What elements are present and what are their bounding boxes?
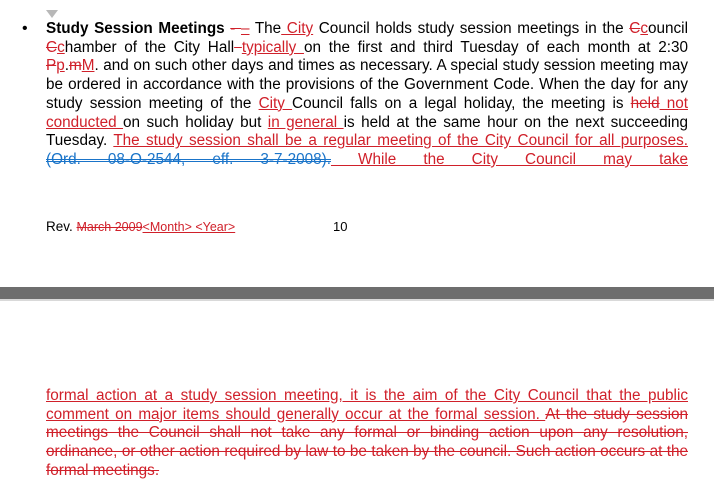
page-number: 10: [333, 219, 348, 234]
deleted-text: P: [46, 57, 57, 75]
inserted-text: City: [281, 20, 314, 37]
inserted-text: City: [258, 94, 293, 112]
inserted-text: formal action at a study session meeting, it is the aim of the City Council that the public comment on major items should generally occur at the formal session.: [46, 387, 688, 423]
footer-deleted-date: March 2009: [76, 220, 143, 234]
page-break-separator: [0, 287, 714, 299]
text-run: hamber of the City Hall: [64, 38, 235, 56]
inserted-text: not conducted: [46, 94, 688, 131]
inserted-text: in general: [267, 113, 344, 131]
text-run: on the first and third Tuesday of each month at 2:30: [303, 38, 689, 56]
inserted-text: M: [81, 57, 95, 75]
inserted-text: c: [640, 20, 648, 37]
inserted-text: c: [57, 38, 65, 56]
inserted-text: typically: [241, 38, 304, 56]
text-run: Council holds study session meetings in the: [313, 20, 630, 37]
footer-rev-label: Rev.: [46, 219, 77, 234]
continued-paragraph[interactable]: [46, 387, 688, 481]
deleted-text: At the study session meetings the Council shall not take any formal or binding action upon any resolution, ordinance, or other action required by law to be taken by the council. Such action occurs at the formal meetings.: [46, 405, 688, 479]
footer-inserted-date: <Month> <Year>: [142, 220, 236, 234]
text-run: ouncil: [648, 20, 688, 37]
inserted-text: The study session shall be a regular meeting of the City Council for all purposes.: [113, 132, 688, 150]
moved-deleted-citation: (Ord. 08-O-2544, eff. 3-7-2008).: [46, 150, 331, 168]
deleted-text: C: [629, 20, 641, 37]
inserted-text: –: [240, 20, 250, 37]
deleted-text: -: [230, 20, 241, 37]
page-footer: [46, 219, 235, 235]
deleted-text: C: [46, 38, 58, 56]
inserted-text: While the City Council may take: [330, 150, 688, 168]
list-bullet: •: [22, 20, 28, 37]
text-cursor-marker: [46, 10, 58, 18]
study-session-paragraph[interactable]: [46, 20, 688, 170]
text-run: .: [64, 57, 69, 75]
inserted-text: p: [56, 57, 65, 75]
text-run: is held at the same hour on the next succeeding Tuesday.: [46, 113, 689, 150]
text-run: Council falls on a legal holiday, the meeting is: [292, 94, 631, 112]
deleted-text: held: [630, 94, 660, 112]
deleted-text: m: [68, 57, 82, 75]
text-run: The: [249, 20, 282, 37]
deleted-text: [234, 39, 242, 56]
text-run: on such holiday but: [123, 113, 268, 131]
heading-study-session-meetings: Study Session Meetings: [46, 20, 225, 37]
text-run: . and on such other days and times as necessary. A special study session meeting may be ordered in accordance with the provisions of the Government Code. When the day for any study session meeting of the: [46, 57, 688, 112]
